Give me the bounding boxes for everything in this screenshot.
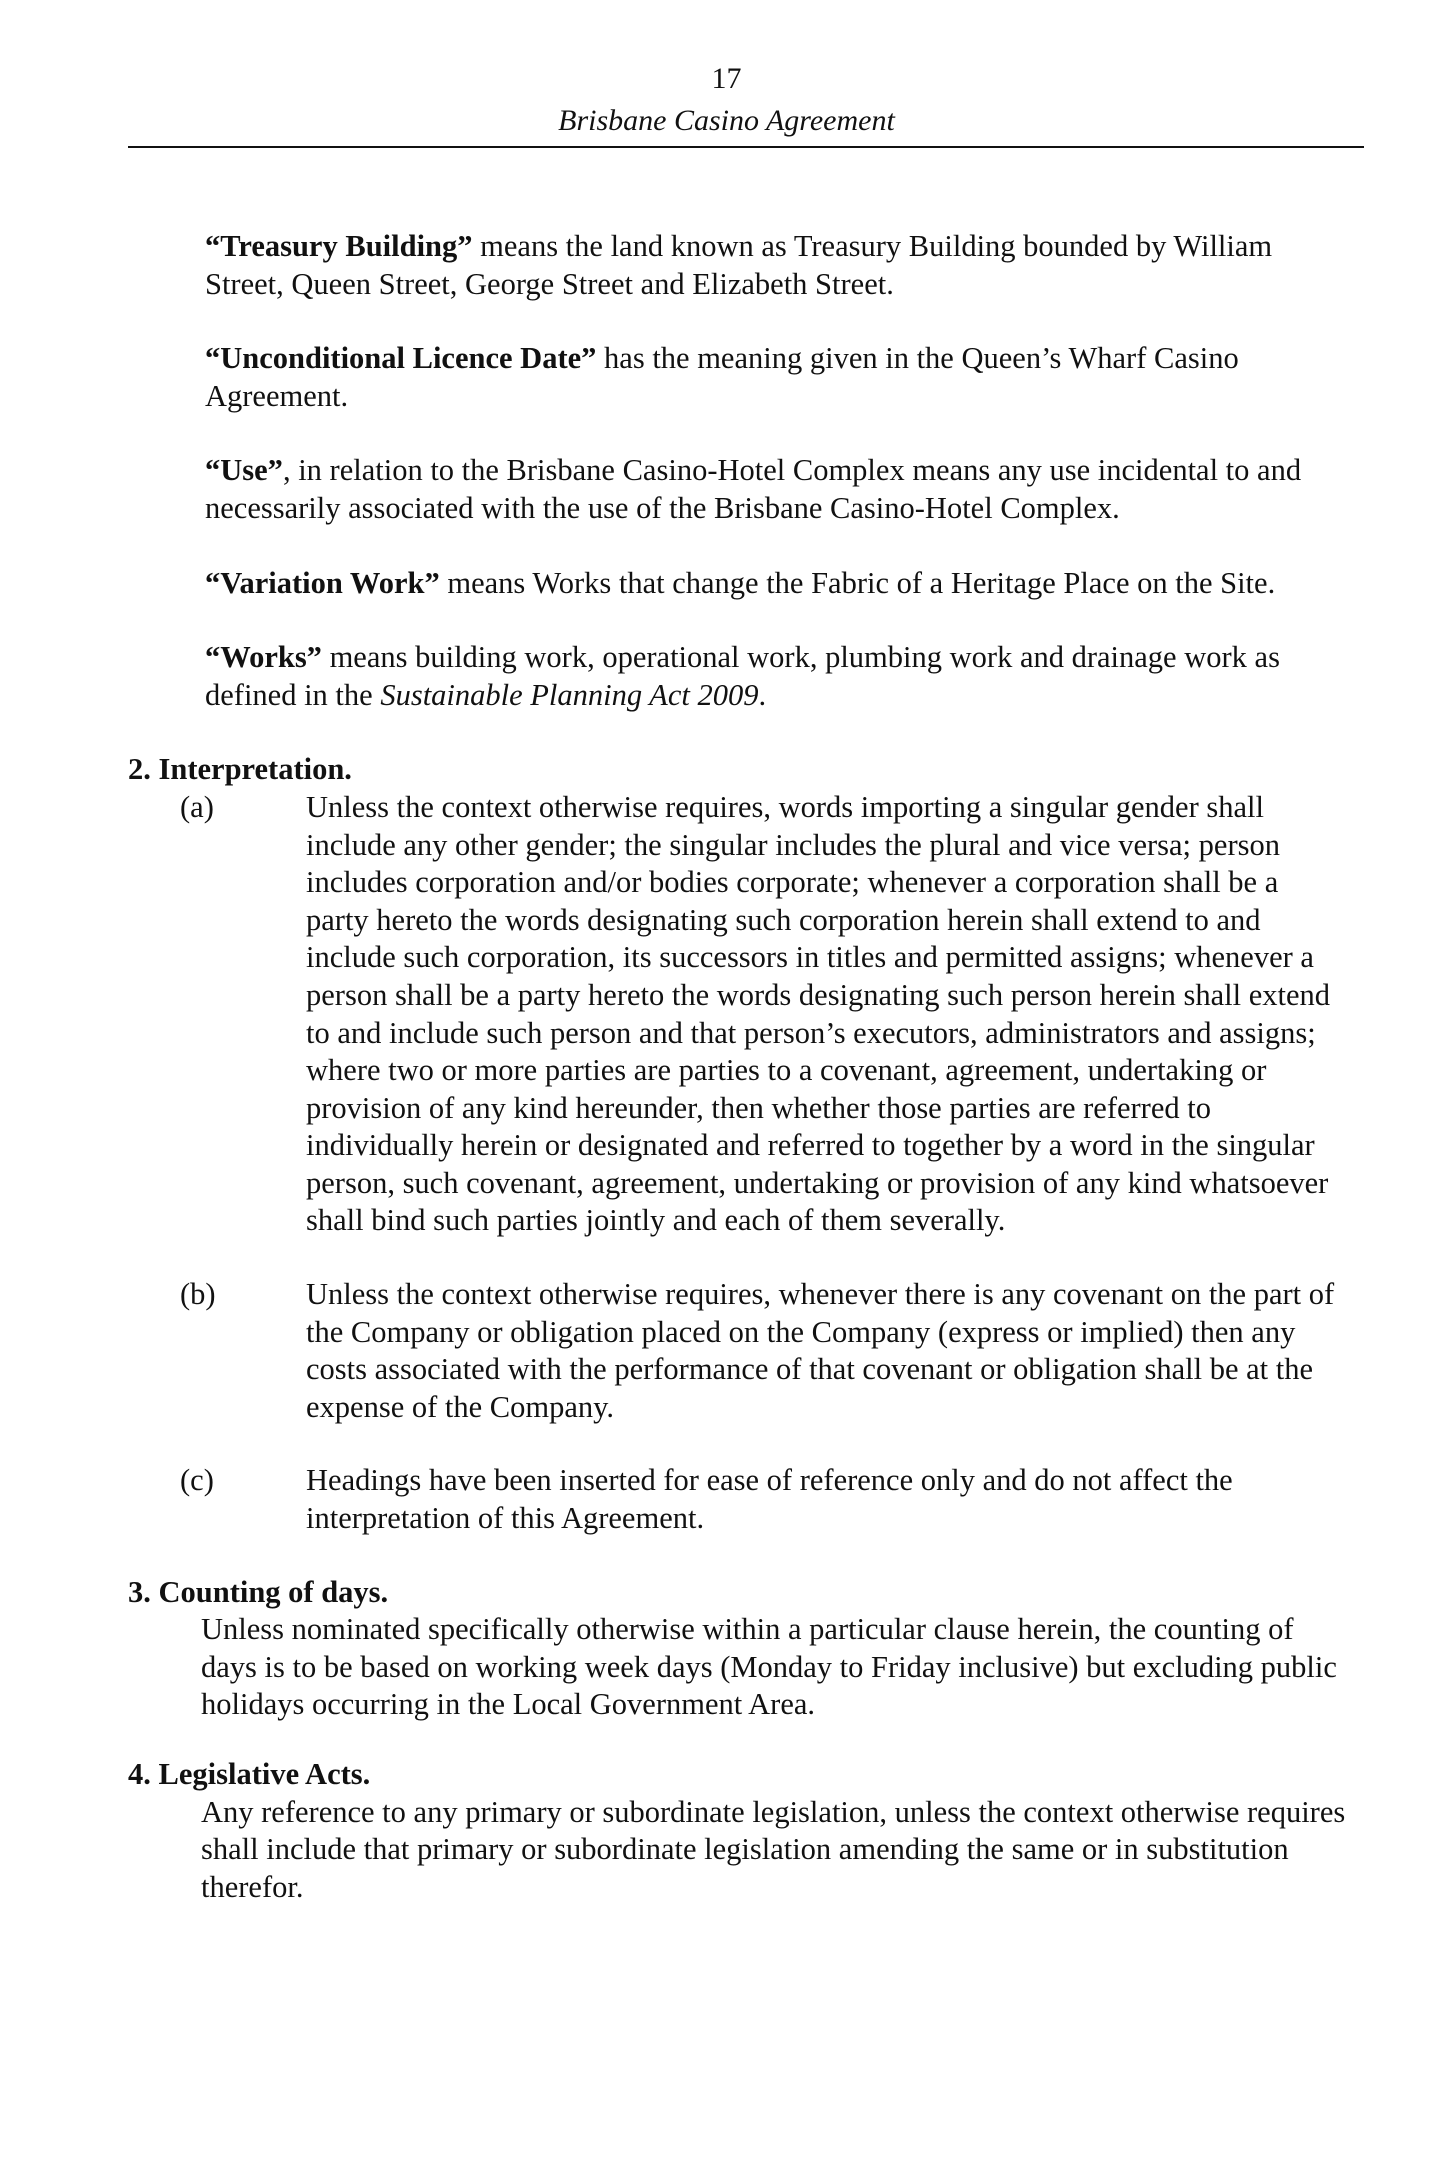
clause-marker: (b) (180, 1277, 216, 1312)
definition-use (205, 452, 1345, 527)
definition-term: “Treasury Building” (205, 229, 473, 263)
section-legislative-acts (0, 1756, 1453, 1906)
definition-treasury-building (205, 228, 1345, 303)
page-number: 17 (711, 62, 742, 95)
definition-term: “Unconditional Licence Date” (205, 341, 597, 376)
definition-term: “Works” (205, 640, 322, 675)
clause-marker: (c) (180, 1463, 214, 1498)
definition-text-end: . (758, 677, 767, 712)
section-interpretation (0, 751, 1453, 1537)
header-rule (128, 146, 1364, 148)
definition-unconditional-licence-date (205, 340, 1345, 415)
running-title: Brisbane Casino Agreement (558, 104, 895, 137)
section-heading: 4. Legislative Acts. (128, 1757, 371, 1791)
clause-marker: (a) (180, 789, 214, 824)
clause-text: Unless the context otherwise requires, words importing a singular gender shall include any other gender; the singular includes the plural and vice versa; person includes corporation and/or bodies corporate; whenever a corporation shall be a party hereto the words designating such corporation herein shall extend to and include such corporation, its successors in titles and permitted assigns; whenever a person shall be a party hereto the words designating such person herein shall extend to and include such person and that person’s executors, administrators and assigns; where two or more parties are parties to a covenant, agreement, undertaking or provision of any kind hereunder, then whether those parties are referred to individually herein or designated and referred to together by a word in the singular person, such covenant, agreement, undertaking or provision of any kind whatsoever shall bind such parties jointly and each of them severally. (306, 789, 1330, 1238)
section-heading: 3. Counting of days. (128, 1574, 389, 1609)
definition-text: , in relation to the Brisbane Casino-Hotel Complex means any use incidental to and necessarily associated with the use of the Brisbane Casino-Hotel Complex. (205, 453, 1302, 525)
clause-a (0, 789, 1453, 1240)
definition-term: “Variation Work” (205, 565, 440, 600)
definitions-list (0, 228, 1453, 714)
definition-text: has the meaning given in the Queen’s Wharf Casino Agreement. (205, 341, 1239, 413)
section-text: Unless nominated specifically otherwise within a particular clause herein, the counting of days is to be based on working week days (Monday to Friday inclusive) but excluding public holidays occurring in the Local Government Area. (201, 1612, 1337, 1722)
definition-text: means Works that change the Fabric of a Heritage Place on the Site. (439, 565, 1276, 600)
section-heading: 2. Interpretation. (128, 752, 352, 787)
clause-c (0, 1462, 1453, 1537)
definition-text: means the land known as Treasury Building bounded by William Street, Queen Street, George Street and Elizabeth Street. (205, 229, 1273, 301)
definition-term: “Use” (205, 453, 283, 488)
document-body (0, 228, 1453, 1938)
section-counting-of-days (0, 1574, 1453, 1724)
definition-works (205, 639, 1345, 714)
clause-text: Unless the context otherwise requires, whenever there is any covenant on the part of the Company or obligation placed on the Company (express or implied) then any costs associated with the performance of that covenant or obligation shall be at the expense of the Company. (306, 1277, 1335, 1424)
section-text: Any reference to any primary or subordinate legislation, unless the context otherwise requires shall include that primary or subordinate legislation amending the same or in substitution therefor. (201, 1794, 1346, 1904)
clause-text: Headings have been inserted for ease of reference only and do not affect the interpretation of this Agreement. (306, 1463, 1233, 1536)
definition-variation-work (205, 565, 1345, 603)
act-title: Sustainable Planning Act 2009 (380, 677, 759, 712)
definition-text: means building work, operational work, plumbing work and drainage work as defined in the (205, 640, 1280, 712)
clause-b (0, 1276, 1453, 1426)
